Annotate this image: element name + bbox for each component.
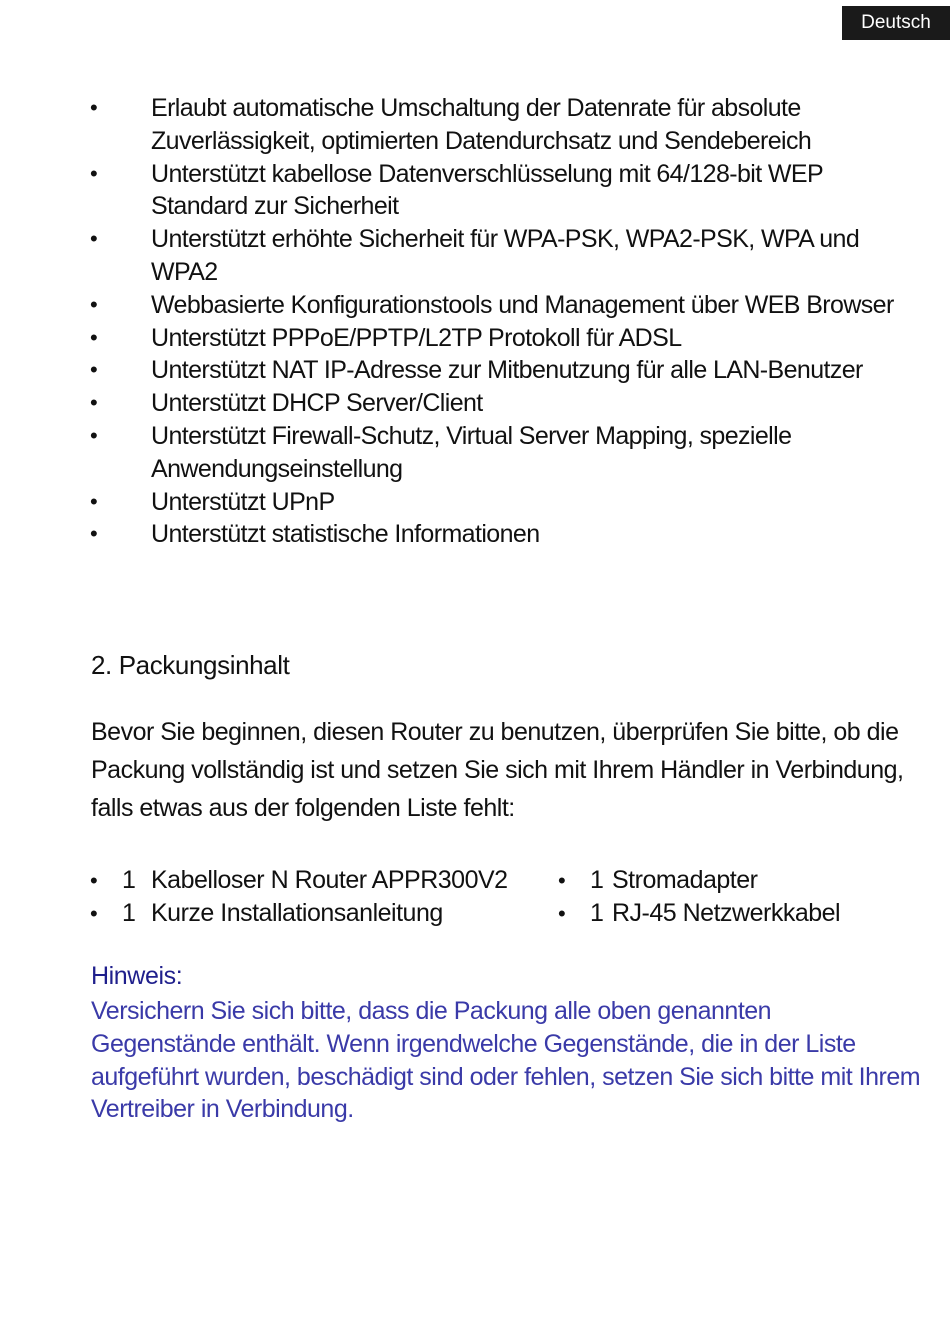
package-item-text: Kurze Installationsanleitung bbox=[151, 899, 443, 927]
bullet-icon: • bbox=[90, 422, 98, 448]
bullet-icon: • bbox=[90, 868, 98, 893]
package-item-text: Kabelloser N Router APPR300V2 bbox=[151, 866, 508, 894]
feature-item bbox=[0, 420, 950, 486]
feature-text: Unterstützt erhöhte Sicherheit für WPA-PSK, WPA2-PSK, WPA und WPA2 bbox=[151, 225, 860, 286]
feature-text: Unterstützt statistische Informationen bbox=[151, 520, 540, 549]
feature-item bbox=[0, 387, 950, 420]
bullet-icon: • bbox=[90, 291, 98, 317]
package-item-qty: 1 bbox=[590, 866, 604, 894]
package-item-qty: 1 bbox=[590, 899, 604, 927]
feature-item bbox=[0, 92, 950, 158]
feature-text: Unterstützt UPnP bbox=[151, 487, 335, 516]
package-item-qty: 1 bbox=[122, 866, 136, 894]
bullet-icon: • bbox=[558, 868, 566, 893]
package-item-text: Stromadapter bbox=[612, 866, 758, 894]
bullet-icon: • bbox=[558, 901, 566, 926]
feature-text: Unterstützt NAT IP-Adresse zur Mitbenutzung für alle LAN-Benutzer bbox=[151, 356, 863, 385]
bullet-icon: • bbox=[90, 324, 98, 350]
bullet-icon: • bbox=[90, 357, 98, 383]
bullet-icon: • bbox=[90, 160, 98, 186]
package-item-qty: 1 bbox=[122, 899, 136, 927]
bullet-icon: • bbox=[90, 488, 98, 514]
feature-item bbox=[0, 486, 950, 519]
bullet-icon: • bbox=[90, 521, 98, 547]
feature-text: Webbasierte Konfigurationstools und Management über WEB Browser bbox=[151, 290, 894, 319]
feature-list bbox=[0, 92, 950, 551]
feature-item bbox=[0, 289, 950, 322]
intro-paragraph: Bevor Sie beginnen, diesen Router zu benutzen, überprüfen Sie bitte, ob die Packung vollständig ist und setzen Sie sich mit Ihrem Händler in Verbindung, falls etwas aus der folgenden Liste fehlt: bbox=[91, 718, 904, 822]
bullet-icon: • bbox=[90, 901, 98, 926]
package-item-text: RJ-45 Netzwerkkabel bbox=[612, 899, 841, 927]
bullet-icon: • bbox=[90, 226, 98, 252]
feature-item bbox=[0, 158, 950, 224]
feature-text: Unterstützt DHCP Server/Client bbox=[151, 389, 483, 418]
bullet-icon: • bbox=[90, 390, 98, 416]
feature-text: Erlaubt automatische Umschaltung der Datenrate für absolute Zuverlässigkeit, optimierten Datendurchsatz und Sendebereich bbox=[151, 94, 812, 155]
note-title: Hinweis: bbox=[91, 962, 183, 990]
feature-item bbox=[0, 322, 950, 355]
feature-text: Unterstützt Firewall-Schutz, Virtual Server Mapping, spezielle Anwendungseinstellung bbox=[151, 421, 792, 483]
language-tab: Deutsch bbox=[842, 6, 950, 40]
package-contents-list bbox=[0, 864, 950, 934]
feature-item bbox=[0, 354, 950, 387]
feature-text: Unterstützt kabellose Datenverschlüsselung mit 64/128-bit WEP Standard zur Sicherheit bbox=[151, 159, 823, 221]
feature-item bbox=[0, 223, 950, 289]
note-text: Versichern Sie sich bitte, dass die Packung alle oben genannten Gegenstände enthält. Wenn irgendwelche Gegenstände, die in der Liste aufgeführt wurden, beschädigt sind oder fehlen, setzen Sie sich bitte mit Ihrem Vertreiber in Verbindung. bbox=[91, 997, 921, 1124]
feature-item bbox=[0, 518, 950, 551]
feature-text: Unterstützt PPPoE/PPTP/L2TP Protokoll für ADSL bbox=[151, 323, 682, 352]
bullet-icon: • bbox=[90, 95, 98, 120]
section-title: 2. Packungsinhalt bbox=[91, 650, 290, 680]
